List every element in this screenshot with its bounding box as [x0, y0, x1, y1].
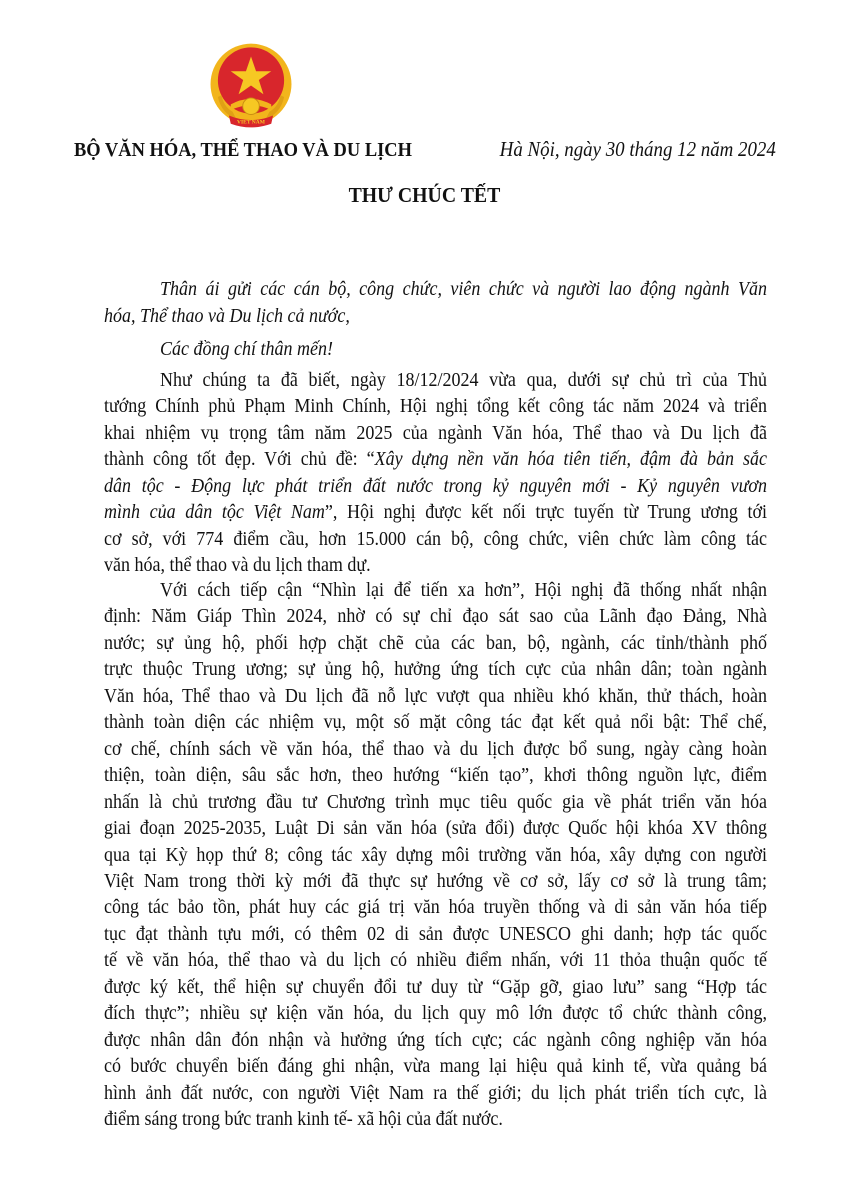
paragraph-1-line: [104, 554, 371, 580]
paragraph-2-line: [104, 658, 767, 684]
paragraph-1-line: [104, 448, 767, 474]
salutation-line: [104, 305, 350, 331]
paragraph-2-line: [104, 923, 767, 949]
paragraph-1-line: [104, 501, 767, 527]
italic-text: hóa, Thể thao và Du lịch cả nước,: [104, 304, 350, 327]
paragraph-2-line: [104, 949, 767, 975]
text-run: có bước chuyển biến đáng ghi nhận, vừa mang lại hiệu quả kinh tế, vừa quảng bá: [104, 1055, 767, 1078]
text-run: định: Năm Giáp Thìn 2024, nhờ có sự chỉ đạo sát sao của Lãnh đạo Đảng, Nhà: [104, 605, 767, 628]
text-run: thành toàn diện các nhiệm vụ, một số mặt công tác đạt kết quả nổi bật: Thể chế,: [104, 711, 767, 734]
text-run: khai nhiệm vụ trọng tâm năm 2025 của ngành Văn hóa, Thể thao và Du lịch đã: [104, 421, 767, 444]
text-run: thành công tốt đẹp. Với chủ đề: “: [104, 448, 375, 471]
text-run: tục đạt thành tựu mới, có thêm 02 di sản được UNESCO ghi danh; hợp tác quốc: [104, 922, 767, 945]
ministry-name: BỘ VĂN HÓA, THỂ THAO VÀ DU LỊCH: [74, 139, 412, 161]
text-run: được ký kết, thể hiện sự chuyển đổi tư duy từ “Gặp gỡ, giao lưu” sang “Hợp tác: [104, 975, 767, 998]
paragraph-2-line: [104, 844, 767, 870]
paragraph-1-line: [104, 422, 767, 448]
text-run: qua tại Kỳ họp thứ 8; công tác xây dựng môi trường văn hóa, xây dựng con người: [104, 843, 767, 866]
text-run: Việt Nam trong thời kỳ mới đã thực sự hướng về cơ sở, lấy cơ sở là trung tâm;: [104, 869, 767, 892]
salutation-line: [160, 278, 767, 304]
paragraph-2-line: [104, 1029, 767, 1055]
italic-text: Các đồng chí thân mến!: [160, 338, 333, 360]
text-run: Với cách tiếp cận “Nhìn lại để tiến xa hơn”, Hội nghị đã thống nhất nhận: [160, 579, 767, 601]
text-run: ”, Hội nghị được kết nối trực tuyến từ Trung ương tới: [324, 501, 767, 524]
text-run: nhấn là chủ trương đầu tư Chương trình mục tiêu quốc gia về phát triển văn hóa: [104, 790, 767, 813]
text-run: cơ sở, với 774 điểm cầu, hơn 15.000 cán bộ, công chức, viên chức làm công tác: [104, 527, 767, 550]
national-emblem-icon: [205, 40, 297, 132]
dateline: Hà Nội, ngày 30 tháng 12 năm 2024: [499, 137, 776, 161]
paragraph-1-line: [104, 395, 767, 421]
paragraph-1-line: [104, 475, 767, 501]
paragraph-2-line: [160, 579, 767, 605]
paragraph-2-line: [104, 1002, 767, 1028]
emblem-ribbon-text: VIET NAM: [237, 119, 265, 126]
text-run: tướng Chính phủ Phạm Minh Chính, Hội nghị tổng kết công tác năm 2024 và triển: [104, 395, 767, 418]
paragraph-2-line: [104, 738, 767, 764]
italic-text: Thân ái gửi các cán bộ, công chức, viên chức và người lao động ngành Văn: [160, 278, 767, 300]
paragraph-2-line: [104, 685, 767, 711]
text-run: Văn hóa, Thể thao và Du lịch đã nỗ lực vượt qua nhiều khó khăn, thử thách, hoàn: [104, 684, 767, 707]
italic-text: dân tộc - Động lực phát triển đất nước trong kỷ nguyên mới - Kỷ nguyên vươn: [104, 474, 767, 497]
text-run: văn hóa, thể thao và du lịch tham dự.: [104, 554, 371, 577]
greeting-line: [160, 338, 333, 364]
text-run: được nhân dân đón nhận và hưởng ứng tích cực; các ngành công nghiệp văn hóa: [104, 1028, 767, 1051]
text-run: công tác bảo tồn, phát huy các giá trị văn hóa truyền thống và di sản văn hóa tiếp: [104, 896, 767, 919]
text-run: trực thuộc Trung ương; sự ủng hộ, hưởng ứng tích cực của nhân dân; toàn ngành: [104, 658, 767, 681]
paragraph-2-line: [104, 764, 767, 790]
paragraph-2-line: [104, 605, 767, 631]
paragraph-1-line: [160, 369, 767, 395]
text-run: tế về văn hóa, thể thao và du lịch có nhiều điểm nhấn, với 11 thỏa thuận quốc tế: [104, 949, 767, 972]
paragraph-2-line: [104, 632, 767, 658]
text-run: cơ chế, chính sách về văn hóa, thể thao và du lịch được bổ sung, ngày càng hoàn: [104, 737, 767, 760]
italic-text: Xây dựng nền văn hóa tiên tiến, đậm đà bản sắc: [374, 448, 767, 471]
paragraph-2-line: [104, 1108, 503, 1134]
paragraph-2-line: [104, 1055, 767, 1081]
text-run: nước; sự ủng hộ, phối hợp chặt chẽ của các ban, bộ, ngành, các tỉnh/thành phố: [104, 631, 767, 654]
paragraph-2-line: [104, 896, 767, 922]
text-run: đích thực”; nhiều sự kiện văn hóa, du lịch quy mô lớn được tổ chức thành công,: [104, 1002, 767, 1025]
paragraph-2-line: [104, 1082, 767, 1108]
text-run: giai đoạn 2025-2035, Luật Di sản văn hóa (sửa đổi) được Quốc hội khóa XV thông: [104, 817, 767, 840]
text-run: Như chúng ta đã biết, ngày 18/12/2024 vừa qua, dưới sự chủ trì của Thủ: [160, 369, 767, 391]
paragraph-2-line: [104, 870, 767, 896]
letter-title-text: THƯ CHÚC TẾT: [348, 183, 500, 207]
italic-text: mình của dân tộc Việt Nam: [104, 501, 325, 524]
text-run: hình ảnh đất nước, con người Việt Nam ra thế giới; du lịch phát triển tích cực, là: [104, 1081, 767, 1104]
paragraph-2-line: [104, 976, 767, 1002]
text-run: thiện, toàn diện, sâu sắc hơn, theo hướng “kiến tạo”, khơi thông nguồn lực, điểm: [104, 764, 767, 787]
paragraph-2-line: [104, 817, 767, 843]
text-run: điểm sáng trong bức tranh kinh tế- xã hội của đất nước.: [104, 1108, 503, 1130]
paragraph-2-line: [104, 791, 767, 817]
paragraph-2-line: [104, 711, 767, 737]
paragraph-1-line: [104, 528, 767, 554]
letter-title: [0, 183, 848, 208]
